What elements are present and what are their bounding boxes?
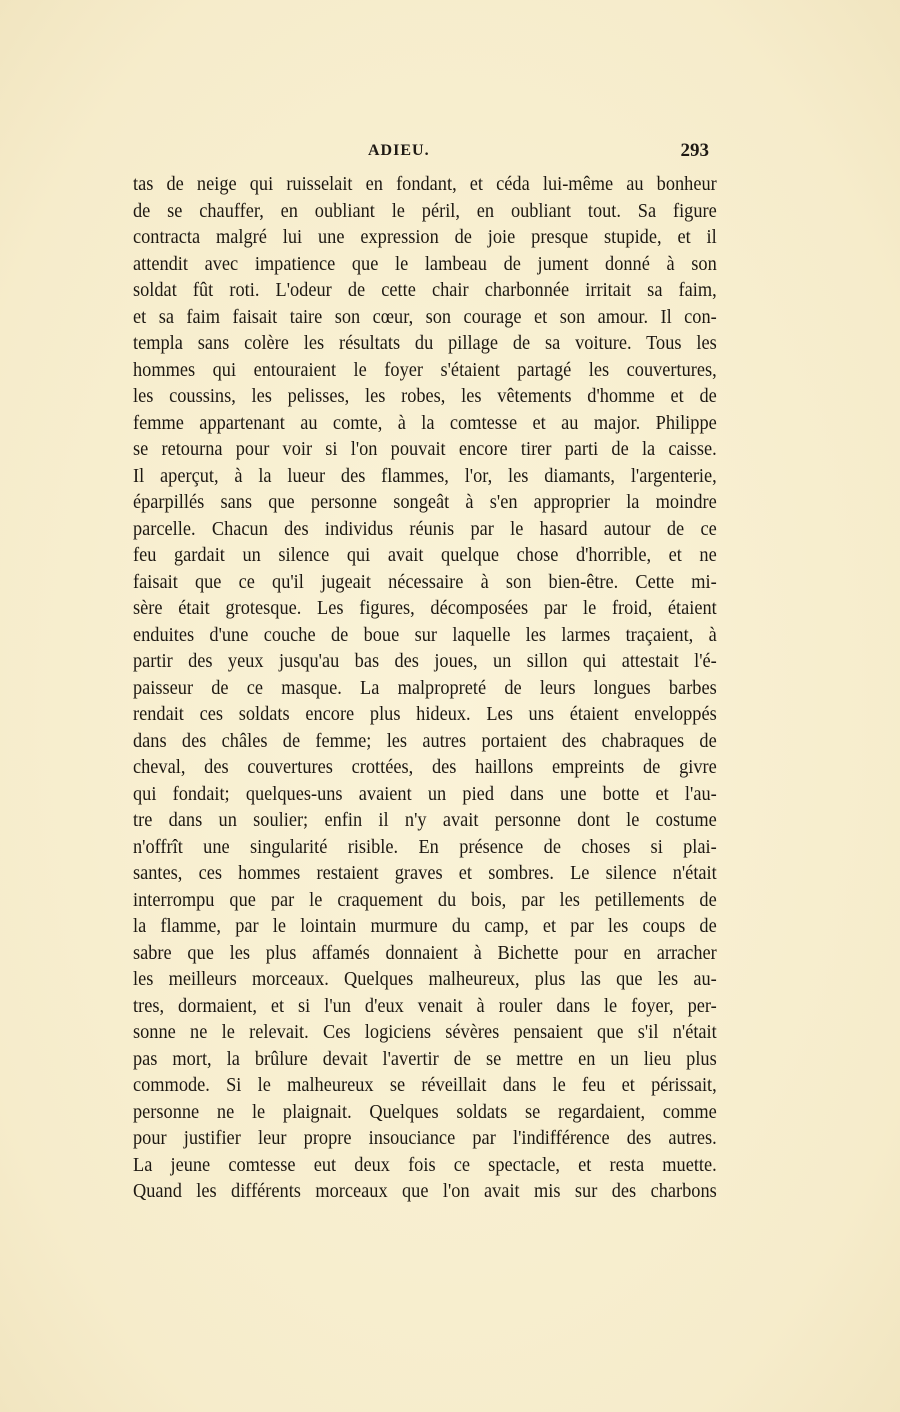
text-line: partir des yeux jusqu'au bas des joues, un sillon qui attestait l'é- — [133, 651, 717, 672]
text-line: dans des châles de femme; les autres portaient des chabraques de — [133, 730, 717, 752]
text-line: templa sans colère les résultats du pillage de sa voiture. Tous les — [133, 333, 717, 354]
text-line: la flamme, par le lointain murmure du camp, et par les coups de — [133, 916, 717, 937]
running-title: ADIEU. — [368, 142, 430, 159]
text-line: santes, ces hommes restaient graves et sombres. Le silence n'était — [133, 863, 717, 884]
text-line: interrompu que par le craquement du bois, par les petillements de — [133, 889, 717, 911]
text-line: feu gardait un silence qui avait quelque chose d'horrible, et ne — [133, 545, 717, 566]
text-line: les coussins, les pelisses, les robes, les vêtements d'homme et de — [133, 386, 717, 407]
text-line: sonne ne le relevait. Ces logiciens sévères pensaient que s'il n'était — [133, 1022, 717, 1043]
body-text — [133, 172, 717, 1206]
text-line: tas de neige qui ruisselait en fondant, et céda lui-même au bonheur — [133, 174, 717, 195]
text-line: pas mort, la brûlure devait l'avertir de se mettre en un lieu plus — [133, 1048, 717, 1070]
text-line: tre dans un soulier; enfin il n'y avait personne dont le costume — [133, 810, 717, 831]
text-line: se retourna pour voir si l'on pouvait encore tirer parti de la caisse. — [133, 439, 717, 460]
text-line: soldat fût roti. L'odeur de cette chair charbonnée irritait sa faim, — [133, 280, 717, 301]
text-line: parcelle. Chacun des individus réunis par le hasard autour de ce — [133, 518, 717, 540]
text-line: contracta malgré lui une expression de joie presque stupide, et il — [133, 227, 717, 248]
text-line: pour justifier leur propre insouciance par l'indifférence des autres. — [133, 1128, 717, 1149]
text-line: cheval, des couvertures crottées, des haillons empreints de givre — [133, 757, 717, 778]
text-line: les meilleurs morceaux. Quelques malheureux, plus las que les au- — [133, 969, 717, 990]
text-line: commode. Si le malheureux se réveillait dans le feu et périssait, — [133, 1075, 717, 1096]
text-line: attendit avec impatience que le lambeau de jument donné à son — [133, 253, 717, 275]
text-line: qui fondait; quelques-uns avaient un pied dans une botte et l'au- — [133, 783, 717, 805]
text-line: rendait ces soldats encore plus hideux. Les uns étaient enveloppés — [133, 704, 717, 725]
text-line: personne ne le plaignait. Quelques soldats se regardaient, comme — [133, 1101, 717, 1123]
text-line: sabre que les plus affamés donnaient à Bichette pour en arracher — [133, 942, 717, 964]
text-line: éparpillés sans que personne songeât à s'en approprier la moindre — [133, 492, 717, 513]
text-line: La jeune comtesse eut deux fois ce spectacle, et resta muette. — [133, 1154, 717, 1176]
text-line: Il aperçut, à la lueur des flammes, l'or, les diamants, l'argenterie, — [133, 465, 717, 487]
text-line: hommes qui entouraient le foyer s'étaient partagé les couvertures, — [133, 359, 717, 381]
page-header — [133, 142, 709, 166]
text-line: Quand les différents morceaux que l'on avait mis sur des charbons — [133, 1181, 717, 1202]
text-line: enduites d'une couche de boue sur laquelle les larmes traçaient, à — [133, 624, 717, 646]
text-line: faisait que ce qu'il jugeait nécessaire à son bien-être. Cette mi- — [133, 571, 717, 593]
text-line: sère était grotesque. Les figures, décomposées par le froid, étaient — [133, 598, 717, 619]
text-line: paisseur de ce masque. La malpropreté de leurs longues barbes — [133, 677, 717, 699]
text-line: de se chauffer, en oubliant le péril, en oubliant tout. Sa figure — [133, 200, 717, 222]
text-line: femme appartenant au comte, à la comtesse et au major. Philippe — [133, 412, 717, 434]
page-number: 293 — [680, 140, 709, 161]
text-line: tres, dormaient, et si l'un d'eux venait à rouler dans le foyer, per- — [133, 995, 717, 1017]
text-line: n'offrît une singularité risible. En présence de choses si plai- — [133, 836, 717, 858]
text-line: et sa faim faisait taire son cœur, son courage et son amour. Il con- — [133, 306, 717, 328]
